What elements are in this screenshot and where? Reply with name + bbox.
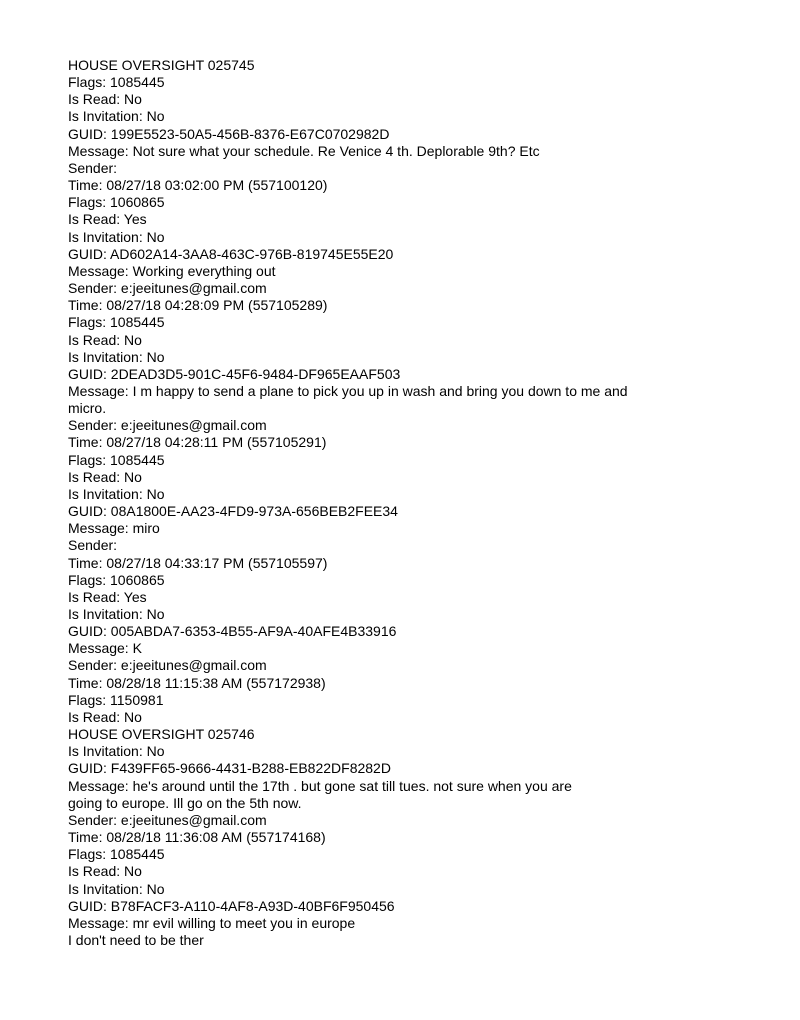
document-page [68,57,768,949]
text-line: Sender: [68,537,118,554]
text-line: GUID: 199E5523-50A5-456B-8376-E67C0702982D [68,125,390,142]
text-line: Message: Working everything out [68,262,276,279]
text-line: Time: 08/27/18 04:28:11 PM (557105291) [68,434,327,451]
text-line: Sender: [68,159,118,176]
text-line: Is Read: No [68,468,142,485]
text-line: Is Read: Yes [68,588,147,605]
text-line: Time: 08/28/18 11:15:38 AM (557172938) [68,674,326,691]
text-line: Flags: 1060865 [68,571,165,588]
text-line: Flags: 1085445 [68,314,165,331]
text-line: Is Read: No [68,91,142,108]
text-line: Time: 08/27/18 04:28:09 PM (557105289) [68,297,328,314]
text-line: Flags: 1085445 [68,74,165,91]
text-line: going to europe. Ill go on the 5th now. [68,794,302,811]
text-line: Is Invitation: No [68,743,165,760]
text-line: HOUSE OVERSIGHT 025745 [68,57,255,73]
text-line: GUID: 2DEAD3D5-901C-45F6-9484-DF965EAAF503 [68,365,401,382]
text-line: Flags: 1150981 [68,691,164,708]
text-line: Is Read: Yes [68,211,147,228]
text-line: GUID: B78FACF3-A110-4AF8-A93D-40BF6F950456 [68,897,395,914]
text-line: GUID: 08A1800E-AA23-4FD9-973A-656BEB2FEE34 [68,503,398,520]
text-line: Time: 08/27/18 04:33:17 PM (557105597) [68,554,328,571]
text-line: Is Invitation: No [68,485,165,502]
text-line: micro. [68,400,107,417]
text-line: HOUSE OVERSIGHT 025746 [68,726,255,743]
text-line: GUID: F439FF65-9666-4431-B288-EB822DF8282D [68,760,391,777]
text-line: Is Invitation: No [68,348,165,365]
text-line: Sender: e:jeeitunes@gmail.com [68,417,267,434]
text-line: Sender: e:jeeitunes@gmail.com [68,657,267,674]
text-line: Is Read: No [68,331,142,348]
text-line: Time: 08/28/18 11:36:08 AM (557174168) [68,829,326,846]
text-line: Is Invitation: No [68,228,165,245]
text-line: Is Read: No [68,708,142,725]
text-line: Sender: e:jeeitunes@gmail.com [68,280,267,297]
text-line: Sender: e:jeeitunes@gmail.com [68,811,267,828]
text-line: Is Read: No [68,863,142,880]
text-line: Message: I m happy to send a plane to pick you up in wash and bring you down to me and [68,382,628,399]
text-line: Message: mr evil willing to meet you in europe [68,914,356,931]
text-line: Message: Not sure what your schedule. Re Venice 4 th. Deplorable 9th? Etc [68,142,540,159]
text-line: Flags: 1060865 [68,194,165,211]
text-line: Message: miro [68,520,160,537]
text-line: Flags: 1085445 [68,451,165,468]
text-line: Message: K [68,640,142,657]
text-line: GUID: AD602A14-3AA8-463C-976B-819745E55E20 [68,245,394,262]
text-line: GUID: 005ABDA7-6353-4B55-AF9A-40AFE4B33916 [68,623,397,640]
text-line: Is Invitation: No [68,606,165,622]
text-line: Time: 08/27/18 03:02:00 PM (557100120) [68,177,328,194]
text-line: Flags: 1085445 [68,846,165,863]
text-line: Is Invitation: No [68,108,165,125]
text-line: Is Invitation: No [68,880,165,897]
text-line: Message: he's around until the 17th . but gone sat till tues. not sure when you are [68,777,572,794]
text-line: I don't need to be ther [68,931,204,948]
